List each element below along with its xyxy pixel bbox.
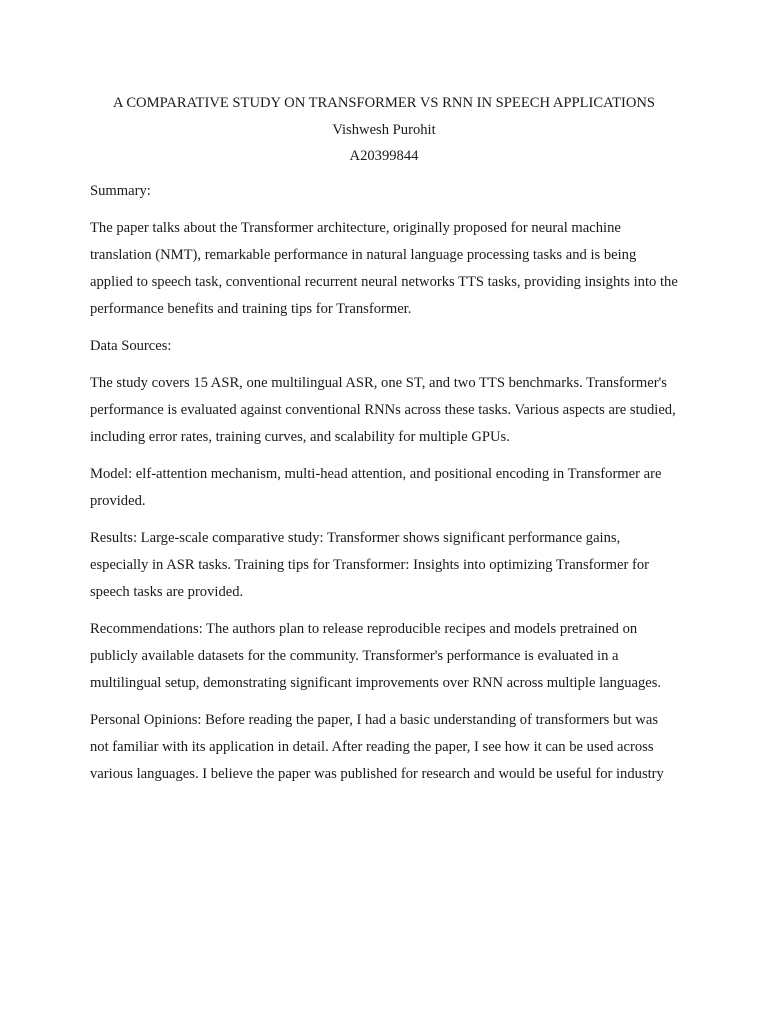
recommendations-paragraph: Recommendations: The authors plan to release reproducible recipes and models pretrained on publicly available datasets for the community. Transformer's performance is evaluated in a multilingual setup, demonstrating significant improvements over RNN across multiple languages. — [90, 621, 662, 691]
summary-heading: Summary: — [90, 183, 151, 199]
personal-opinions-paragraph: Personal Opinions: Before reading the paper, I had a basic understanding of transformers but was not familiar with its application in detail. After reading the paper, I see how it can be used across various languages. I believe the paper was published for research and would be useful for industry — [90, 712, 664, 782]
author-name: Vishwesh Purohit — [332, 121, 436, 138]
document-body — [90, 178, 678, 798]
model-paragraph: Model: elf-attention mechanism, multi-head attention, and positional encoding in Transformer are provided. — [90, 466, 662, 509]
results-paragraph: Results: Large-scale comparative study: Transformer shows significant performance gains, especially in ASR tasks. Training tips for Transformer: Insights into optimizing Transformer for speech tasks are provided. — [90, 530, 650, 600]
data-sources-heading: Data Sources: — [90, 338, 172, 354]
student-id: A20399844 — [349, 148, 419, 164]
document-header — [0, 90, 768, 170]
summary-paragraph: The paper talks about the Transformer architecture, originally proposed for neural machine translation (NMT), remarkable performance in natural language processing tasks and is being applied to speech task, conventional recurrent neural networks TTS tasks, providing insights into the performance benefits and training tips for Transformer. — [90, 220, 678, 317]
data-sources-paragraph: The study covers 15 ASR, one multilingual ASR, one ST, and two TTS benchmarks. Transformer's performance is evaluated against conventional RNNs across these tasks. Various aspects are studied, including error rates, training curves, and scalability for multiple GPUs. — [90, 375, 676, 445]
document-title: A COMPARATIVE STUDY ON TRANSFORMER VS RNN IN SPEECH APPLICATIONS — [112, 95, 656, 111]
